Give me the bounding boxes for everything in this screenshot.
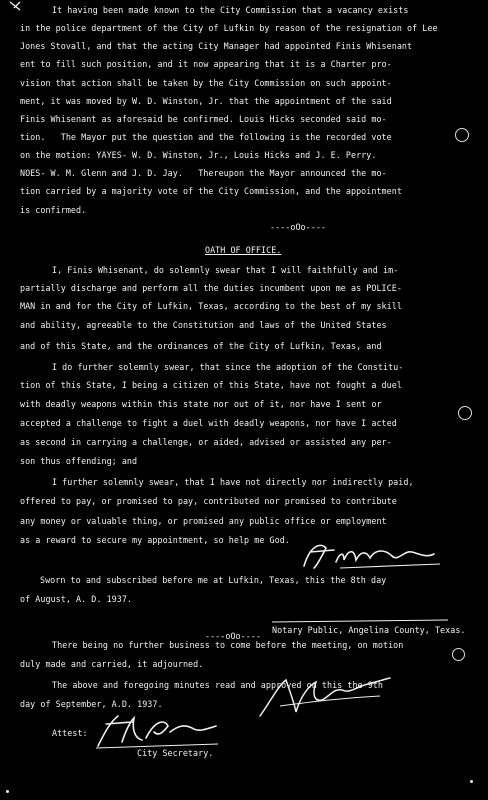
oath-line: and of this State, and the ordinances of the City of Lufkin, Texas, and [20, 341, 382, 351]
notary-label: Notary Public, Angelina County, Texas. [272, 625, 466, 635]
oath-title: OATH OF OFFICE. [205, 245, 282, 255]
oath-line: offered to pay, or promised to pay, contributed nor promised to contribute [20, 496, 397, 506]
body-line: Finis Whisenant as aforesaid be confirmed. Louis Hicks seconded said mo- [20, 114, 387, 124]
scan-speck [455, 128, 469, 142]
body-line: It having been made known to the City Commission that a vacancy exists [52, 5, 409, 15]
oath-line: as second in carrying a challenge, or aided, advised or assisted any per- [20, 437, 392, 447]
body-line: vision that action shall be taken by the City Commission on such appoint- [20, 78, 392, 88]
oath-line: and ability, agreeable to the Constitution and laws of the United States [20, 320, 387, 330]
secretary-label: City Secretary. [137, 748, 214, 758]
oath-line: any money or valuable thing, or promised any public office or employment [20, 516, 387, 526]
secretary-signature [92, 712, 222, 752]
oath-line: with deadly weapons within this state nor out of it, nor have I sent or [20, 399, 382, 409]
oath-line: accepted a challenge to fight a duel with deadly weapons, nor have I acted [20, 418, 397, 428]
oath-line: partially discharge and perform all the duties incumbent upon me as POLICE- [20, 283, 402, 293]
oath-line: as a reward to secure my appointment, so help me God. [20, 535, 290, 545]
body-line: tion. The Mayor put the question and the following is the recorded vote [20, 132, 392, 142]
mayor-signature [250, 672, 400, 722]
body-line: NOES- W. M. Glenn and J. D. Jay. Thereupon the Mayor announced the mo- [20, 168, 387, 178]
body-line: in the police department of the City of Lufkin by reason of the resignation of Lee [20, 23, 438, 33]
body-line: is confirmed. [20, 205, 87, 215]
body-line: ment, it was moved by W. D. Winston, Jr. that the appointment of the said [20, 96, 392, 106]
corner-mark-icon [8, 0, 28, 14]
scan-speck [470, 780, 473, 783]
oath-line: I, Finis Whisenant, do solemnly swear that I will faithfully and im- [52, 265, 399, 275]
body-line: tion carried by a majority vote of the City Commission, and the appointment [20, 186, 402, 196]
separator: ----oOo---- [205, 631, 262, 641]
oath-line: son thus offending; and [20, 456, 138, 466]
sworn-line: of August, A. D. 1937. [20, 594, 133, 604]
oath-line: I further solemnly swear, that I have not directly nor indirectly paid, [52, 477, 414, 487]
closing-line: The above and foregoing minutes read and approved on this the 9th [52, 680, 383, 690]
closing-line: duly made and carried, it adjourned. [20, 659, 204, 669]
scan-speck [452, 648, 465, 661]
oath-line: I do further solemnly swear, that since the adoption of the Constitu- [52, 362, 404, 372]
closing-line: There being no further business to come before the meeting, on motion [52, 640, 404, 650]
separator: ----oOo---- [270, 222, 327, 232]
body-line: on the motion: YAYES- W. D. Winston, Jr., Louis Hicks and J. E. Perry. [20, 150, 377, 160]
officer-signature [300, 538, 450, 574]
oath-line: MAN in and for the City of Lufkin, Texas, according to the best of my skill [20, 301, 402, 311]
scan-speck [458, 406, 472, 420]
body-line: ent to fill such position, and it now appearing that it is a Charter pro- [20, 59, 392, 69]
sworn-line: Sworn to and subscribed before me at Lufkin, Texas, this the 8th day [40, 575, 387, 585]
attest-label: Attest: [52, 728, 88, 738]
scan-speck [6, 790, 9, 793]
closing-line: day of September, A.D. 1937. [20, 699, 163, 709]
body-line: Jones Stovall, and that the acting City Manager had appointed Finis Whisenant [20, 41, 413, 51]
oath-line: tion of this State, I being a citizen of this State, have not fought a duel [20, 380, 402, 390]
